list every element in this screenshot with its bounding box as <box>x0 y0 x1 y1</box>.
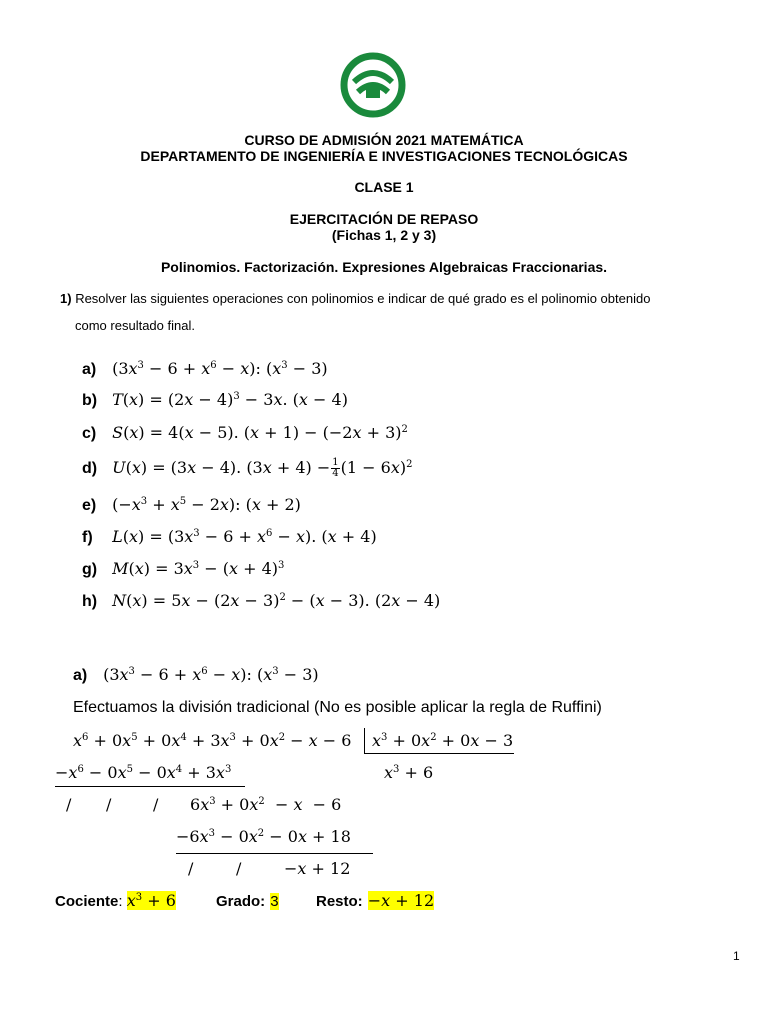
item-label: c) <box>82 425 97 442</box>
subtraction-line-2 <box>176 853 373 854</box>
slash-5: / <box>236 859 242 878</box>
review-title: EJERCITACIÓN DE REPASO <box>289 211 479 227</box>
subtraction-line-1 <box>55 786 245 787</box>
exercise-text-line1: Resolver las siguientes operaciones con polinomios e indicar de qué grado es el polinomio obtenido <box>75 291 651 306</box>
divisor: $x^3 + 0x^2 + 0x - 3$ <box>372 731 514 750</box>
cociente-value: $x^3 + 6$ <box>126 891 176 910</box>
item-label: f) <box>82 529 93 546</box>
page-number: 1 <box>733 949 740 963</box>
department-title: DEPARTAMENTO DE INGENIERÍA E INVESTIGACIONES TECNOLÓGICAS <box>140 148 628 164</box>
item-label: e) <box>82 497 97 514</box>
exercise-number: 1) <box>60 291 72 306</box>
exercise-item-c: c) S(x) = 4(x − 5). $(x + 1) - (-2x + 3)^2$ <box>82 422 408 444</box>
result-line: Cociente: $x^3 + 6$ <box>55 891 176 910</box>
subtraction-row-1: $-x^6 - 0x^5 - 0x^4 + 3x^3$ <box>55 763 232 782</box>
resto-group <box>316 890 434 912</box>
solution-a-heading: a) $(3x^3 - 6 + x^6 - x)$: $(x^3 - 3)$ <box>73 664 319 686</box>
division-bracket-vertical <box>364 728 365 754</box>
fraction-one-quarter: $\frac{1}{4}$ <box>332 457 339 479</box>
item-label: g) <box>82 561 98 578</box>
exercise-item-b: b) $T(x) = (2x - 4)^3 - 3x$. (x − 4) <box>82 389 348 411</box>
subtraction-row-2: $-6x^3 - 0x^2 - 0x + 18$ <box>176 827 351 846</box>
topics-heading: Polinomios. Factorización. Expresiones Algebraicas Fraccionarias. <box>160 259 608 275</box>
solution-label: a) <box>73 667 88 684</box>
course-title: CURSO DE ADMISIÓN 2021 MATEMÁTICA <box>244 132 524 148</box>
exercise-item-g: g) $M(x) = 3x^3 - (x + 4)^3$ <box>82 558 284 580</box>
item-label: b) <box>82 392 98 409</box>
exercise-item-d: d) U(x) = (3x − 4). (3x + 4) − $\frac{1}{4}$ $(1 - 6x)^2$ <box>82 457 413 479</box>
quotient: $x^3 + 6$ <box>384 763 434 782</box>
division-bracket-horizontal <box>364 753 514 754</box>
resto-label: Resto: <box>316 893 363 910</box>
university-logo <box>340 52 406 118</box>
exercise-item-f: f) $L(x) = (3x^3 - 6 + x^6 - x)$. (x + 4) <box>82 526 377 548</box>
slash-2: / <box>106 795 112 814</box>
solution-method-text: Efectuamos la división tradicional (No es posible aplicar la regla de Ruffini) <box>73 699 602 716</box>
slash-1: / <box>66 795 72 814</box>
exercise-text-line2: como resultado final. <box>75 318 195 333</box>
cociente-label: Cociente <box>55 893 119 910</box>
class-title: CLASE 1 <box>354 179 414 195</box>
final-remainder: −x + 12 <box>284 859 351 878</box>
grado-value: 3 <box>270 893 279 910</box>
resto-value: −x + 12 <box>367 891 435 910</box>
grado-group <box>216 890 279 912</box>
slash-4: / <box>188 859 194 878</box>
exercise-item-h: h) $N(x) = 5x - (2x - 3)^2 - (x - 3)$. (2x − 4) <box>82 590 440 612</box>
remainder-row-1: $6x^3 + 0x^2 - x - 6$ <box>190 795 342 814</box>
dividend: $x^6 + 0x^5 + 0x^4 + 3x^3 + 0x^2 - x - 6$ <box>73 731 352 750</box>
fichas-subtitle: (Fichas 1, 2 y 3) <box>331 227 437 243</box>
exercise-statement <box>60 291 650 306</box>
item-label: d) <box>82 460 98 477</box>
exercise-item-e: e) $(-x^3 + x^5 - 2x)$: (x + 2) <box>82 494 301 516</box>
item-label: a) <box>82 361 97 378</box>
slash-3: / <box>153 795 159 814</box>
grado-label: Grado: <box>216 893 266 910</box>
item-label: h) <box>82 593 98 610</box>
exercise-item-a: a) $(3x^3 - 6 + x^6 - x)$: $(x^3 - 3)$ <box>82 358 328 380</box>
